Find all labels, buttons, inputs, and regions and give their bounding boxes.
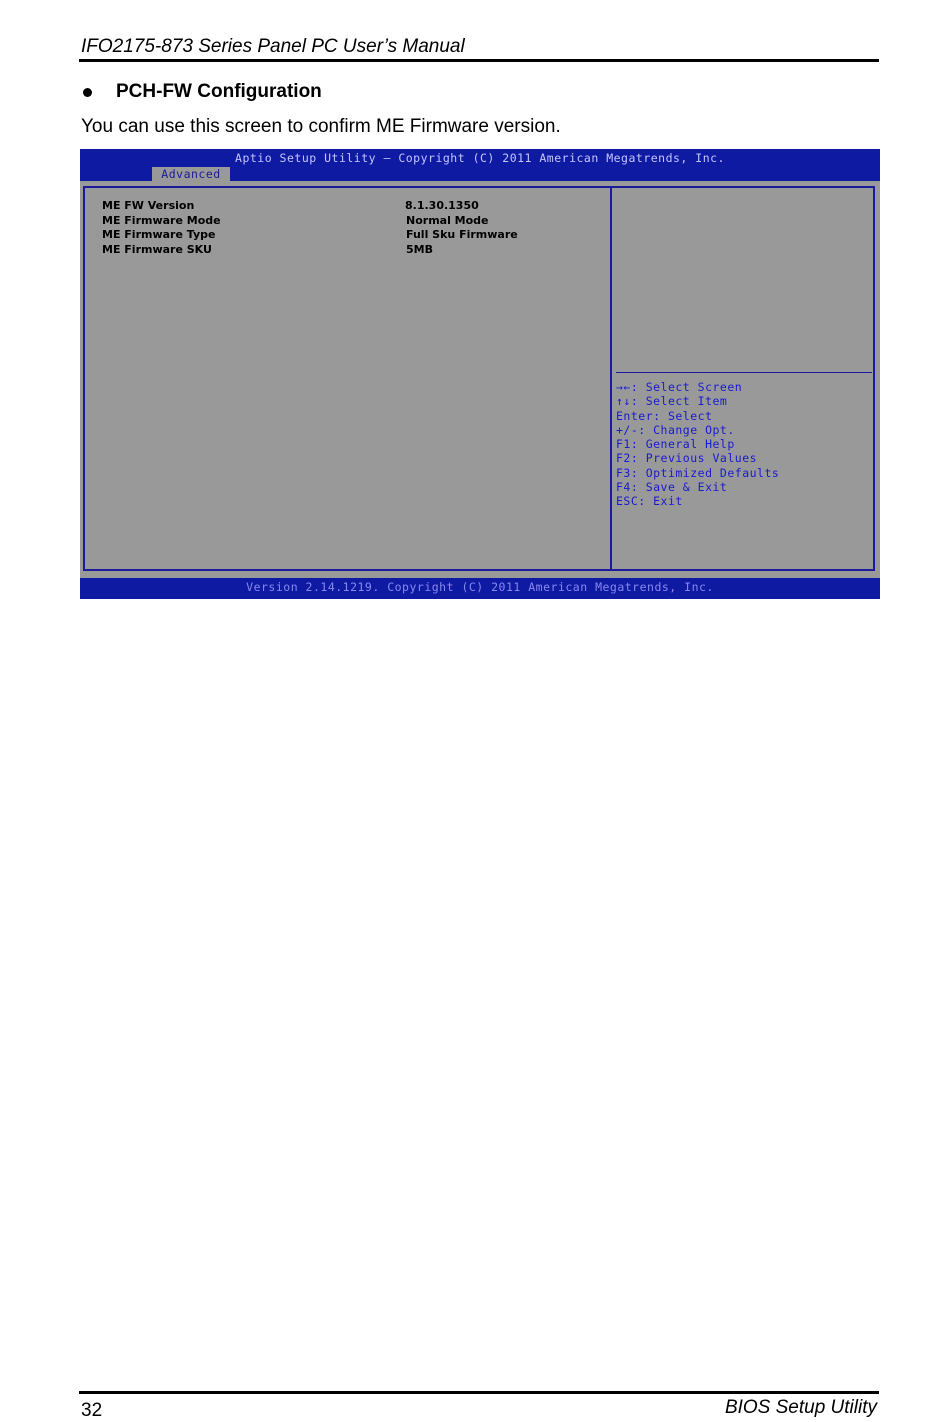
help-panel-rule: [616, 372, 872, 373]
section-heading-text: PCH-FW Configuration: [116, 81, 322, 102]
setting-label: ME FW Version: [102, 199, 195, 212]
bullet-icon: [83, 88, 92, 97]
setting-value: Full Sku Firmware: [406, 228, 518, 241]
setting-label: ME Firmware Mode: [102, 213, 221, 227]
help-general-help: F1: General Help: [616, 437, 735, 452]
bios-title: Aptio Setup Utility – Copyright (C) 2011 American Megatrends, Inc.: [235, 151, 725, 165]
help-optimized-defaults: F3: Optimized Defaults: [616, 465, 780, 480]
footer-section-title: BIOS Setup Utility: [724, 1397, 877, 1418]
help-previous-values: F2: Previous Values: [616, 451, 758, 466]
help-esc-exit: ESC: Exit: [616, 494, 683, 509]
bios-panel-divider: [610, 186, 612, 571]
bios-version-bar: [80, 578, 880, 599]
section-heading: [81, 81, 322, 103]
bios-title-bar: [80, 149, 880, 181]
setting-label: ME Firmware Type: [102, 228, 216, 241]
bios-version-text: Version 2.14.1219. Copyright (C) 2011 American Megatrends, Inc.: [246, 580, 714, 594]
header-rule: [79, 59, 879, 62]
setting-value: 5MB: [406, 242, 433, 256]
page-number: 32: [81, 1400, 103, 1421]
footer-rule: [79, 1391, 879, 1394]
help-key-list: [616, 380, 779, 509]
setting-value: Normal Mode: [406, 213, 489, 227]
tab-advanced[interactable]: Advanced: [152, 167, 230, 181]
setting-label: ME Firmware SKU: [102, 242, 212, 256]
help-enter-select: Enter: Select: [616, 408, 713, 423]
help-change-opt: +/-: Change Opt.: [616, 422, 735, 437]
help-select-item: ↑↓: Select Item: [616, 394, 728, 409]
help-select-screen: →←: Select Screen: [616, 380, 743, 394]
help-save-exit: F4: Save & Exit: [616, 480, 728, 495]
manual-header-title: IFO2175-873 Series Panel PC User’s Manual: [81, 36, 465, 57]
setting-value: 8.1.30.1350: [405, 199, 479, 212]
bios-screenshot: [80, 149, 880, 599]
intro-paragraph: You can use this screen to confirm ME Firmware version.: [81, 116, 561, 137]
